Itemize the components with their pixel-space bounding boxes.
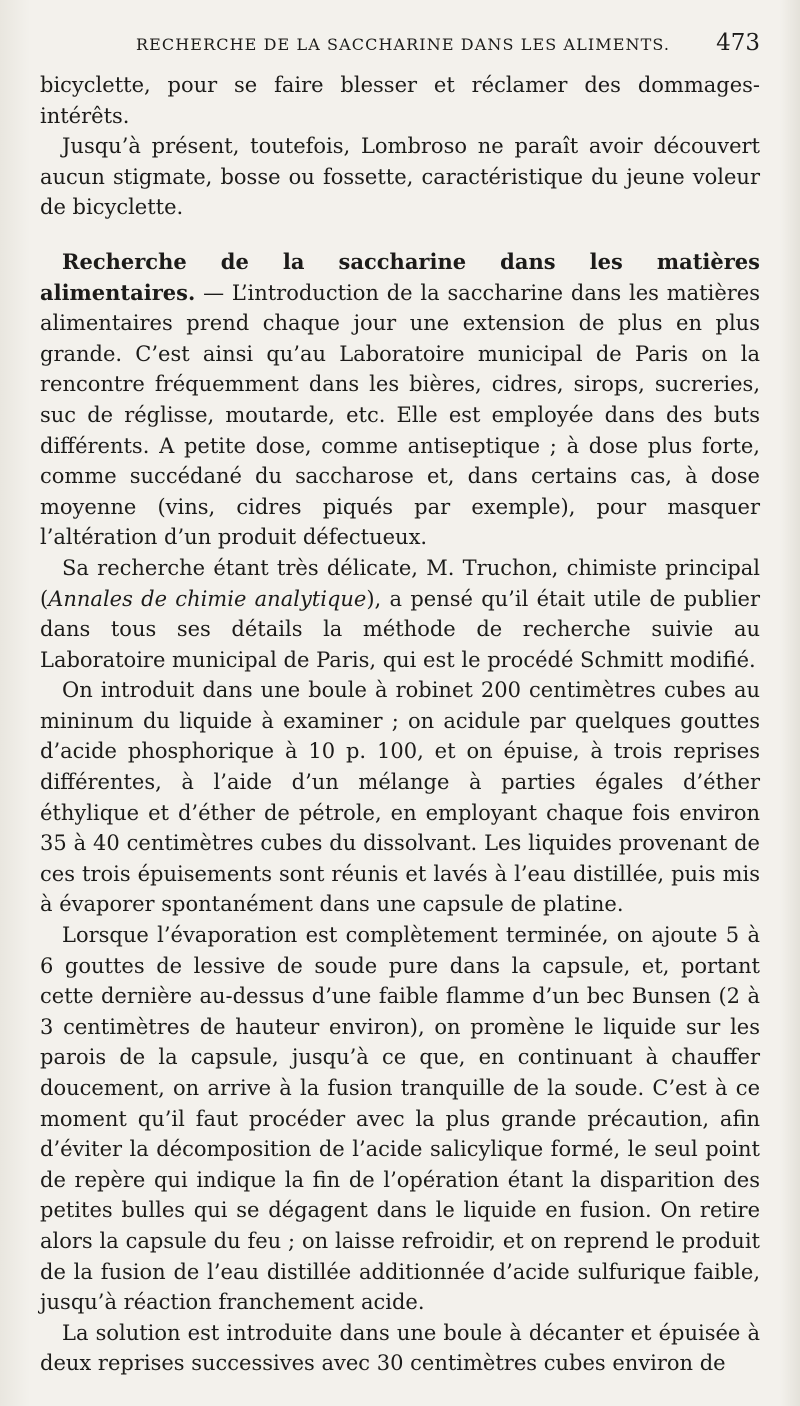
paragraph-lombroso: Jusqu’à présent, toutefois, Lombroso ne paraît avoir découvert aucun stigmate, bosse ou fossette, caractéristique du jeune voleur de bicyclette. (40, 134, 760, 220)
paragraph-saccharine-intro (40, 247, 760, 553)
page-number: 473 (716, 30, 760, 56)
paragraph-decantation: La solution est introduite dans une boule à décanter et épuisée à deux reprises successives avec 30 centimètres cubes environ de (40, 1320, 760, 1376)
section-intro-text: — L’introduction de la saccharine dans les matières alimentaires prend chaque jour une extension de plus en plus grande. C’est ainsi qu’au Laboratoire municipal de Paris on la rencontre fréquemment dans les bières, cidres, sirops, sucreries, suc de réglisse, moutarde, etc. Elle est employée dans des buts différents. A petite dose, comme antiseptique ; à dose plus forte, comme succédané du saccharose et, dans certains cas, à dose moyenne (vins, cidres piqués par exemple), pour masquer l’altération d’un produit défectueux. (40, 280, 760, 550)
truchon-text-b: ), a pensé qu’il était utile de publier dans tous ses détails la méthode de recherche suivie au Laboratoire municipal de Paris, qui est le procédé Schmitt modifié. (40, 586, 760, 672)
running-header (40, 30, 760, 66)
paragraph-truchon (40, 553, 760, 675)
running-title: RECHERCHE DE LA SACCHARINE DANS LES ALIMENTS. (135, 35, 671, 54)
journal-title: Annales de chimie analytique (48, 586, 367, 611)
paragraph-procedure: On introduit dans une boule à robinet 200 centimètres cubes au mininum du liquide à examiner ; on acidule par quelques gouttes d’acide phosphorique à 10 p. 100, et on épuise, à trois reprises différentes, à l’aide d’un mélange à parties égales d’éther éthylique et d’éther de pétrole, en employant chaque fois environ 35 à 40 centimètres cubes du dissolvant. Les liquides provenant de ces trois épuisements sont réunis et lavés à l’eau distillée, puis mis à évaporer spontanément dans une capsule de platine. (40, 678, 760, 917)
section-heading: Recherche de la saccharine dans les matières alimentaires. (40, 248, 760, 305)
paragraph-continuation: bicyclette, pour se faire blesser et réclamer des dommages-intérêts. (40, 73, 760, 128)
paragraph-evaporation: Lorsque l’évaporation est complètement terminée, on ajoute 5 à 6 gouttes de lessive de soude pure dans la capsule, et, portant cette dernière au-dessus d’une faible flamme d’un bec Bunsen (2 à 3 centimètres de hauteur environ), on promène le liquide sur les parois de la capsule, jusqu’à ce que, en continuant à chauffer doucement, on arrive à la fusion tranquille de la soude. C’est à ce moment qu’il faut procéder avec la plus grande précaution, afin d’éviter la décomposition de l’acide salicylique formé, le seul point de repère qui indique la fin de l’opération étant la disparition des petites bulles qui se dégagent dans le liquide en fusion. On retire alors la capsule du feu ; on laisse refroidir, et on reprend le produit de la fusion de l’eau distillée additionnée d’acide sulfurique faible, jusqu’à réaction franchement acide. (40, 923, 760, 1315)
page-body (40, 70, 760, 1379)
truchon-text-a: Sa recherche étant très délicate, M. Truchon, chimiste principal ( (40, 555, 760, 611)
